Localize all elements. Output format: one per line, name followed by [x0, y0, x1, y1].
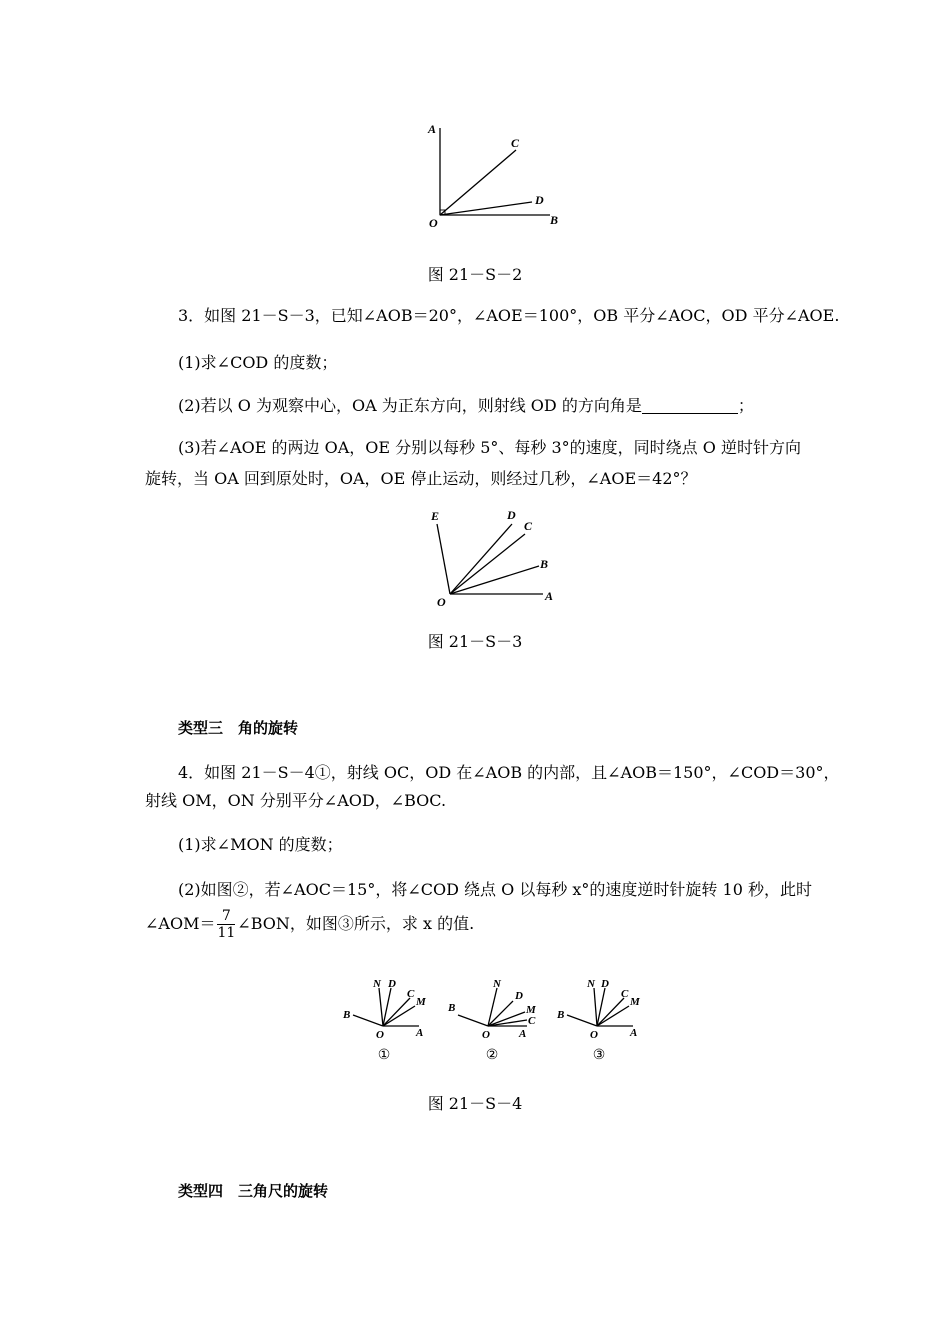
fraction-numerator: 7 — [217, 908, 235, 925]
figure-21-s-3 — [425, 503, 565, 613]
problem-3-part-3-line-2: 旋转，当 OA 回到原处时，OA，OE 停止运动，则经过几秒，∠AOE＝42°？ — [145, 469, 697, 488]
label-E: E — [431, 509, 440, 523]
problem-3-part-2-text: (2)若以 O 为观察中心，OA 为正东方向，则射线 OD 的方向角是 — [178, 396, 642, 415]
label-D: D — [601, 978, 609, 990]
problem-3-part-2 — [178, 395, 754, 417]
label-N: N — [587, 978, 595, 990]
label-O: O — [590, 1029, 598, 1041]
figure-4-sub-2 — [447, 978, 537, 1063]
label-C: C — [524, 519, 533, 533]
problem-4-stem-line-1: 4．如图 21－S－4①，射线 OC，OD 在∠AOB 的内部，且∠AOB＝150°，∠COD＝30°， — [178, 763, 840, 782]
label-N: N — [373, 978, 381, 990]
problem-3-part-3-line-1: (3)若∠AOE 的两边 OA，OE 分别以每秒 5°、每秒 3°的速度，同时绕点 O 逆时针方向 — [178, 438, 801, 457]
label-A: A — [545, 589, 554, 603]
label-C: C — [528, 1015, 536, 1027]
sub-figure-mark-1: ① — [377, 1047, 391, 1063]
figure-4-sub-3 — [556, 978, 641, 1063]
label-N: N — [493, 978, 501, 990]
label-C: C — [621, 988, 629, 1000]
problem-4-part-2-line-1: (2)如图②，若∠AOC＝15°，将∠COD 绕点 O 以每秒 x°的速度逆时针旋转 10 秒，此时 — [178, 880, 812, 899]
label-D: D — [535, 193, 544, 207]
label-B: B — [448, 1002, 456, 1014]
label-B: B — [540, 557, 549, 571]
problem-4-part-1: (1)求∠MON 的度数； — [178, 835, 343, 854]
section-heading-type-4: 类型四 三角尺的旋转 — [178, 1182, 329, 1200]
label-D: D — [507, 508, 516, 522]
figure-caption-21-s-3: 图 21－S－3 — [427, 632, 523, 651]
label-A: A — [428, 122, 437, 136]
label-B: B — [557, 1009, 565, 1021]
fraction-7-11 — [217, 908, 235, 941]
sub-figure-mark-2: ② — [485, 1047, 499, 1063]
label-M: M — [416, 996, 426, 1008]
label-O: O — [429, 216, 438, 230]
problem-4-part-2-line-2 — [145, 906, 474, 942]
label-C: C — [407, 988, 415, 1000]
label-O: O — [482, 1029, 490, 1041]
part-2-line-2-start: ∠AOM＝ — [145, 914, 216, 933]
label-C: C — [511, 136, 520, 150]
problem-3-stem: 3．如图 21－S－3，已知∠AOB＝20°，∠AOE＝100°，OB 平分∠AOC，OD 平分∠AOE. — [178, 306, 840, 325]
figure-21-s-4 — [335, 968, 650, 1068]
label-M: M — [526, 1004, 536, 1016]
figure-caption-21-s-4: 图 21－S－4 — [427, 1094, 523, 1113]
fraction-denominator: 11 — [217, 925, 236, 941]
label-D: D — [388, 978, 396, 990]
label-B: B — [550, 213, 559, 227]
sub-figure-mark-3: ③ — [592, 1047, 606, 1063]
label-A: A — [630, 1027, 638, 1039]
figure-4-sub-1 — [342, 978, 427, 1063]
label-D: D — [515, 990, 523, 1002]
problem-4-stem-line-2: 射线 OM，ON 分别平分∠AOD，∠BOC. — [145, 791, 447, 810]
label-A: A — [416, 1027, 424, 1039]
label-M: M — [630, 996, 640, 1008]
label-O: O — [376, 1029, 384, 1041]
part-2-line-2-end: ∠BON，如图③所示，求 x 的值. — [237, 914, 475, 933]
label-O: O — [437, 595, 446, 609]
answer-blank — [642, 397, 738, 414]
label-A: A — [519, 1028, 527, 1040]
figure-21-s-2 — [420, 118, 570, 238]
section-heading-type-3: 类型三 角的旋转 — [178, 719, 299, 737]
problem-3-part-1: (1)求∠COD 的度数； — [178, 353, 338, 372]
figure-caption-21-s-2: 图 21－S－2 — [427, 265, 523, 284]
label-B: B — [343, 1009, 351, 1021]
problem-3-part-2-end: ； — [737, 396, 754, 415]
